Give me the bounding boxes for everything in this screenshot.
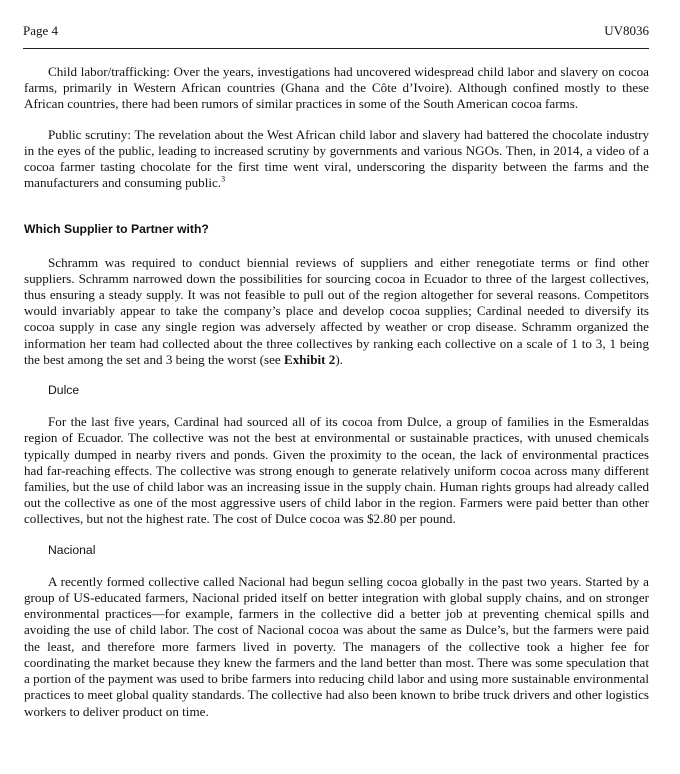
nacional-text: A recently formed collective called Nacional had begun selling cocoa globally in the past two years. Started by a group of US-educated farmers, Nacional prided itself on better integration with global supply chains, and on stronger environmental practices—for example, farmers in the collective did a better job at preventing chemical spills and avoiding the use of child labor. The cost of Nacional cocoa was about the same as Dulce’s, but the farmers were paid the least, and therefore more farmers lived in poverty. The managers of the collective took a higher fee for coordinating the market because they knew the farmers and the land better than most. There was some speculation that a portion of the payment was used to bribe farmers into reducing child labor and using more sustainable environmental practices to meet global quality standards. The collective had also been known to bribe truck drivers and other logistics workers to deliver product on time. (24, 573, 649, 719)
paragraph-schramm (24, 255, 649, 368)
exhibit-reference: Exhibit 2 (284, 351, 336, 367)
document-code: UV8036 (604, 23, 649, 38)
schramm-text-end: ). (335, 351, 343, 367)
subheading-nacional: Nacional (48, 542, 96, 557)
dulce-text: For the last five years, Cardinal had sourced all of its cocoa from Dulce, a group of families in the Esmeraldas region of Ecuador. The collective was not the best at environmental or sustainable practices, with unused chemicals typically dumped in nearby rivers and ponds. Given the proximity to the ocean, the lack of environmental practices had far-reaching effects. The collective was strong enough to generate relatively uniform cocoa across many different families, but the use of child labor was an increasing issue in the supply chain. Human rights groups had already called out the collective as one of the most aggressive users of child labor in the region. Farmers were paid better than other collectives, but not the highest rate. The cost of Dulce cocoa was $2.80 per pound. (24, 414, 649, 527)
page-number: Page 4 (23, 23, 59, 38)
schramm-text: Schramm was required to conduct biennial reviews of suppliers and either renegotiate terms or find other suppliers. Schramm narrowed down the possibilities for sourcing cocoa in Ecuador to three of the largest collectives, thus ensuring a steady supply. It was not feasible to pull out of the region altogether for several reasons. Competitors would invariably appear to take the company’s place and develop cocoa supplies; Cardinal needed to diversify its cocoa supply in case any single region was adversely affected by weather or crop disease. Schramm organized the information her team had collected about the three collectives by ranking each collective on a scale of 1 to 3, 1 being the best among the set and 3 being the worst (see (24, 254, 649, 367)
subheading-dulce: Dulce (48, 383, 80, 398)
footnote-marker: 3 (221, 174, 226, 184)
paragraph-child-labor (24, 64, 649, 113)
header-divider (23, 48, 649, 49)
child-labor-text: Child labor/trafficking: Over the years, investigations had uncovered widespread child labor and slavery on cocoa farms, primarily in Western African countries (Ghana and the Côte d’Ivoire). Although confined mostly to these African countries, there had been rumors of similar practices in some of the South American cocoa farms. (24, 64, 649, 112)
public-scrutiny-text: Public scrutiny: The revelation about the West African child labor and slavery had battered the chocolate industry in the eyes of the public, leading to increased scrutiny by governments and various NGOs. Then, in 2014, a video of a cocoa farmer tasting chocolate for the first time went viral, underscoring the disparity between the farms and the manufacturers and consuming public. (24, 126, 649, 191)
paragraph-nacional (24, 574, 649, 720)
page-header (23, 20, 649, 46)
document-body (24, 64, 649, 734)
paragraph-dulce (24, 414, 649, 527)
paragraph-public-scrutiny (24, 127, 649, 192)
section-heading: Which Supplier to Partner with? (24, 222, 209, 237)
